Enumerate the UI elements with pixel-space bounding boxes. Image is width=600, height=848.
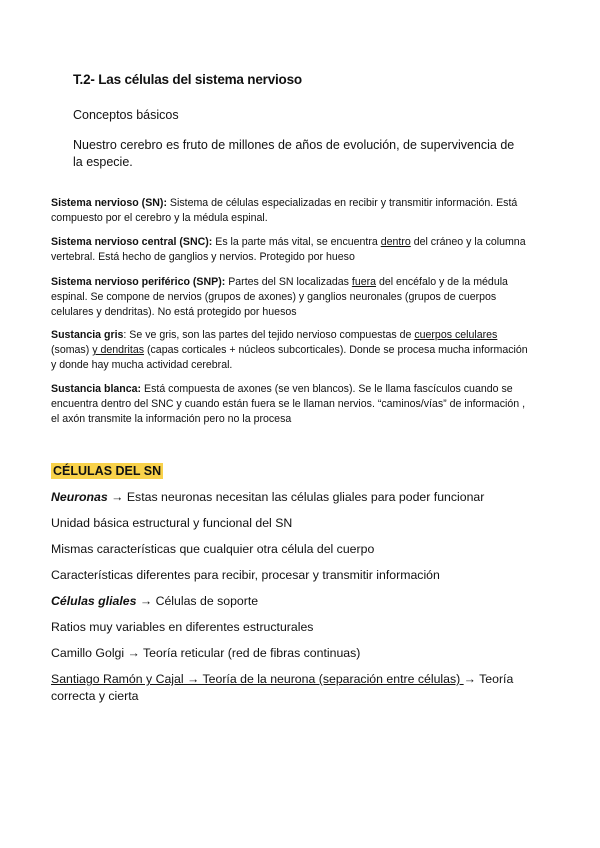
definition-text: del encéfalo y de la médula espinal. Se compone de nervios (grupos de axones) y ganglios neuronales (grupos de cuerpos celulares y dendritas). No está protegido por huesos (51, 276, 508, 318)
definition-text: Sistema de células especializadas en recibir y transmitir información. Está compuesto por el cerebro y la médula espinal. (51, 197, 518, 224)
section-subtitle: Conceptos básicos (73, 108, 179, 122)
definition-text: Es la parte más vital, se encuentra (212, 236, 381, 248)
section-heading: CÉLULAS DEL SN (53, 464, 162, 478)
list-item-cajal (51, 671, 521, 705)
term-snc: Sistema nervioso central (SNC): (51, 236, 213, 248)
definition-sustancia-gris (51, 328, 531, 373)
term-sn: Sistema nervioso (SN): (51, 197, 167, 209)
page-title: T.2- Las células del sistema nervioso (73, 72, 302, 87)
term-neuronas: Neuronas (51, 490, 108, 504)
list-item: Mismas características que cualquier otra célula del cuerpo (51, 542, 375, 556)
term-sustancia-gris: Sustancia gris (51, 329, 124, 341)
definition-text: del cráneo y la columna vertebral. Está hecho de ganglios y nervios. Protegido por hueso (51, 236, 526, 263)
term-gliales: Células gliales (51, 594, 137, 608)
intro-paragraph: Nuestro cerebro es fruto de millones de años de evolución, de supervivencia de la especie. (73, 138, 515, 169)
list-item-text: → Teoría correcta y cierta (51, 672, 514, 703)
list-item: Ratios muy variables en diferentes estructurales (51, 620, 314, 634)
definition-sn (51, 196, 531, 226)
definition-text: Partes del SN localizadas (225, 276, 352, 288)
list-item: Unidad básica estructural y funcional del SN (51, 516, 293, 530)
list-item-neuronas (51, 489, 484, 506)
term-sustancia-blanca: Sustancia blanca: (51, 383, 142, 395)
definition-text: (capas corticales + núcleos subcorticales). Donde se procesa mucha información y donde hay mucha actividad cerebral. (51, 344, 528, 371)
underlined-phrase: Santiago Ramón y Cajal → Teoría de la neurona (separación entre células) (51, 672, 464, 686)
underlined-phrase: y dendritas (92, 344, 145, 356)
definition-snc (51, 235, 531, 265)
list-item: Camillo Golgi → Teoría reticular (red de fibras continuas) (51, 646, 361, 660)
list-item-text: → Células de soporte (136, 594, 259, 608)
definition-text: (somas) (51, 344, 93, 356)
definition-snp (51, 275, 531, 320)
list-item-text: → Estas neuronas necesitan las células gliales para poder funcionar (107, 490, 485, 504)
list-item-gliales (51, 593, 258, 610)
underlined-word: dentro (380, 236, 411, 248)
list-item: Características diferentes para recibir, procesar y transmitir información (51, 568, 440, 582)
definition-text: Está compuesta de axones (se ven blancos). Se le llama fascículos cuando se encuentra dentro del SNC y cuando están fuera se le llaman nervios. “caminos/vías” de información , el axón transmite la información pero no la procesa (51, 383, 526, 425)
underlined-word: fuera (351, 276, 377, 288)
definition-text: : Se ve gris, son las partes del tejido nervioso compuestas de (123, 329, 415, 341)
definition-sustancia-blanca (51, 382, 531, 427)
underlined-phrase: cuerpos celulares (414, 329, 498, 341)
term-snp: Sistema nervioso periférico (SNP): (51, 276, 226, 288)
